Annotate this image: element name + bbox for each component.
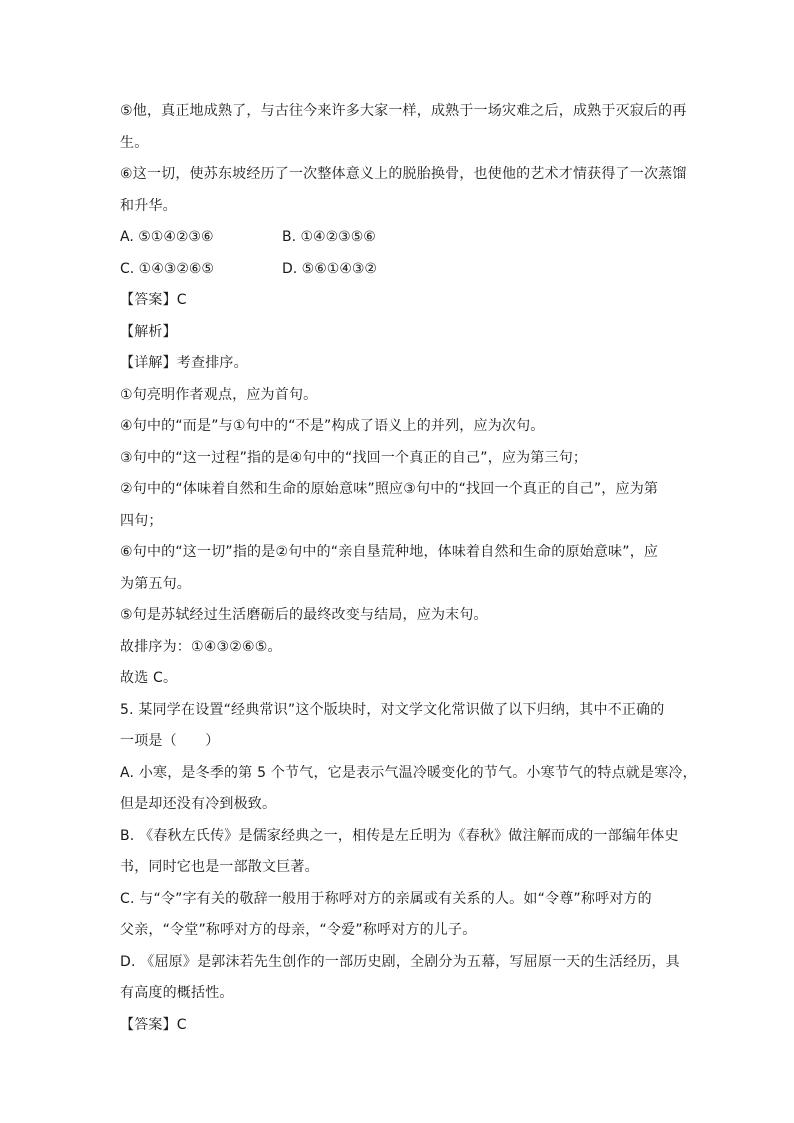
options-row-ab (120, 222, 680, 254)
option-c: C. ①④③②⑥⑤ (120, 260, 214, 277)
paragraph-line: ⑥这一切，使苏东坡经历了一次整体意义上的脱胎换骨，也使他的艺术才情获得了一次蒸馏 (120, 166, 687, 182)
analysis-line: 【详解】考查排序。 (120, 355, 248, 371)
analysis-label: 【解析】 (120, 323, 177, 340)
question-line: A. 小寒，是冬季的第 5 个节气，它是表示气温冷暖变化的节气。小寒节气的特点就是寒冷， (120, 764, 697, 781)
question-line: 父亲，“令堂”称呼对方的母亲，“令爱”称呼对方的儿子。 (120, 922, 477, 938)
analysis-line: ③句中的“这一过程”指的是④句中的“找回一个真正的自己”，应为第三句； (120, 449, 588, 466)
question-line: 5. 某同学在设置“经典常识”这个版块时，对文学文化常识做了以下归纳，其中不正确的 (120, 701, 665, 718)
analysis-line: ⑤句是苏轼经过生活磨砺后的最终改变与结局，应为末句。 (120, 607, 488, 623)
question-line: D. 《屈原》是郭沫若先生创作的一部历史剧，全剧分为五幕，写屈原一天的生活经历，具 (120, 953, 680, 970)
option-d: D. ⑤⑥①④③② (282, 260, 377, 277)
document-page (120, 96, 697, 1041)
paragraph-line: ⑤他，真正地成熟了，与古往今来许多大家一样，成熟于一场灾难之后，成熟于灭寂后的再 (120, 103, 687, 119)
question-line: 一项是（ ） (120, 733, 220, 749)
analysis-line: 为第五句。 (120, 575, 191, 592)
question-line: C. 与“令”字有关的敬辞一般用于称呼对方的亲属或有关系的人。如“令尊”称呼对方的 (120, 890, 652, 907)
question-line: B. 《春秋左氏传》是儒家经典之一，相传是左丘明为《春秋》做注解而成的一部编年体史 (120, 827, 679, 844)
analysis-line: ⑥句中的“这一切”指的是②句中的“亲自垦荒种地，体味着自然和生命的原始意味”，应 (120, 544, 659, 560)
answer-line: 【答案】C (120, 292, 187, 308)
option-a: A. ⑤①④②③⑥ (120, 229, 214, 245)
question-line: 但是却还没有冷到极致。 (120, 796, 277, 812)
question-line: 有高度的概括性。 (120, 985, 234, 1001)
options-row-cd (120, 254, 680, 286)
paragraph-line: 和升华。 (120, 197, 177, 214)
analysis-line: 故排序为：①④③②⑥⑤。 (120, 638, 282, 655)
paragraph-line: 生。 (120, 134, 149, 151)
analysis-line: ④句中的“而是”与①句中的“不是”构成了语义上的并列，应为次句。 (120, 418, 545, 434)
option-b: B. ①④②③⑤⑥ (282, 229, 376, 245)
answer-line: 【答案】C (120, 1016, 187, 1033)
question-line: 书，同时它也是一部散文巨著。 (120, 859, 319, 875)
analysis-line: ①句亮明作者观点，应为首句。 (120, 386, 318, 403)
analysis-line: 四句； (120, 512, 163, 529)
analysis-line: 故选 C。 (120, 670, 178, 686)
analysis-line: ②句中的“体味着自然和生命的原始意味”照应③句中的“找回一个真正的自己”，应为第 (120, 481, 659, 497)
